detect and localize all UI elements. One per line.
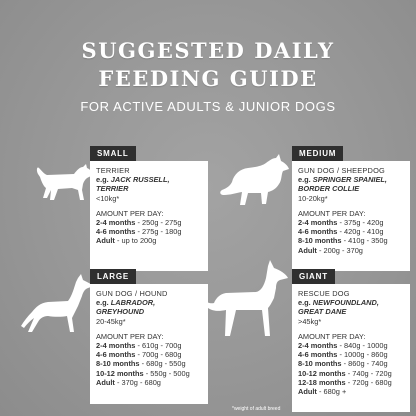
feeding-row: Adult - 370g - 680g [96,377,161,387]
panel-medium [292,161,410,271]
feeding-row: 12-18 months - 720g - 680g [298,377,392,387]
panel-small [90,161,208,271]
category: GUN DOG / HOUND [96,289,168,298]
tab-giant: GIANT [292,269,335,284]
title-line-2: FEEDING GUIDE [98,66,318,91]
feeding-row: 10-12 months - 550g - 500g [96,368,190,378]
feeding-row: 8-10 months - 860g - 740g [298,359,388,369]
card-small [90,143,208,271]
feeding-row: Adult - 680g + [298,387,347,397]
tab-large: LARGE [90,269,136,284]
example-breeds: e.g. LABRADOR, GREYHOUND [96,298,156,317]
feeding-row: 2-4 months - 375g - 420g [298,218,384,228]
tab-medium: MEDIUM [292,146,343,161]
feeding-row: 10-12 months - 740g - 720g [298,368,392,378]
example-breeds: e.g. NEWFOUNDLAND, GREAT DANE [298,298,379,317]
category: GUN DOG / SHEEPDOG [298,166,385,175]
example-breeds: e.g. SPRINGER SPANIEL, BORDER COLLIE [298,175,387,194]
category: RESCUE DOG [298,289,350,298]
title-line-1: SUGGESTED DAILY [81,38,335,63]
feeding-row: 2-4 months - 610g - 700g [96,341,182,351]
feeding-row: 8-10 months - 410g - 350g [298,236,388,246]
feeding-row: 4-6 months - 700g - 680g [96,350,182,360]
weight: <10kg* [96,193,120,203]
feeding-row: 2-4 months - 840g - 1000g [298,341,388,351]
feeding-row: Adult - up to 200g [96,236,157,246]
card-medium [292,143,410,271]
feeding-row: 4-6 months - 1000g - 860g [298,350,388,360]
panel-large [90,284,208,404]
amount-label: AMOUNT PER DAY: [96,331,164,341]
category: TERRIER [96,166,130,175]
card-giant [292,266,410,412]
footnote: *weight of adult breed [232,406,281,412]
collie-silhouette-icon [218,152,290,210]
weight: 10-20kg* [298,193,328,203]
panel-giant [292,284,410,412]
weight: 20-45kg* [96,316,126,326]
card-large [90,266,208,404]
terrier-silhouette-icon [34,160,96,206]
amount-label: AMOUNT PER DAY: [298,208,366,218]
feeding-row: 2-4 months - 250g - 275g [96,218,182,228]
feeding-row: 8-10 months - 680g - 550g [96,359,186,369]
feeding-row: 4-6 months - 420g - 410g [298,227,384,237]
feeding-row: 4-6 months - 275g - 180g [96,227,182,237]
weight: >45kg* [298,316,322,326]
tab-small: SMALL [90,146,136,161]
subtitle: FOR ACTIVE ADULTS & JUNIOR DOGS [80,99,336,114]
feeding-row: Adult - 200g - 370g [298,245,363,255]
amount-label: AMOUNT PER DAY: [96,208,164,218]
great-dane-silhouette-icon [196,258,290,338]
amount-label: AMOUNT PER DAY: [298,331,366,341]
example-breeds: e.g. JACK RUSSELL, TERRIER [96,175,170,194]
greyhound-silhouette-icon [18,270,96,334]
